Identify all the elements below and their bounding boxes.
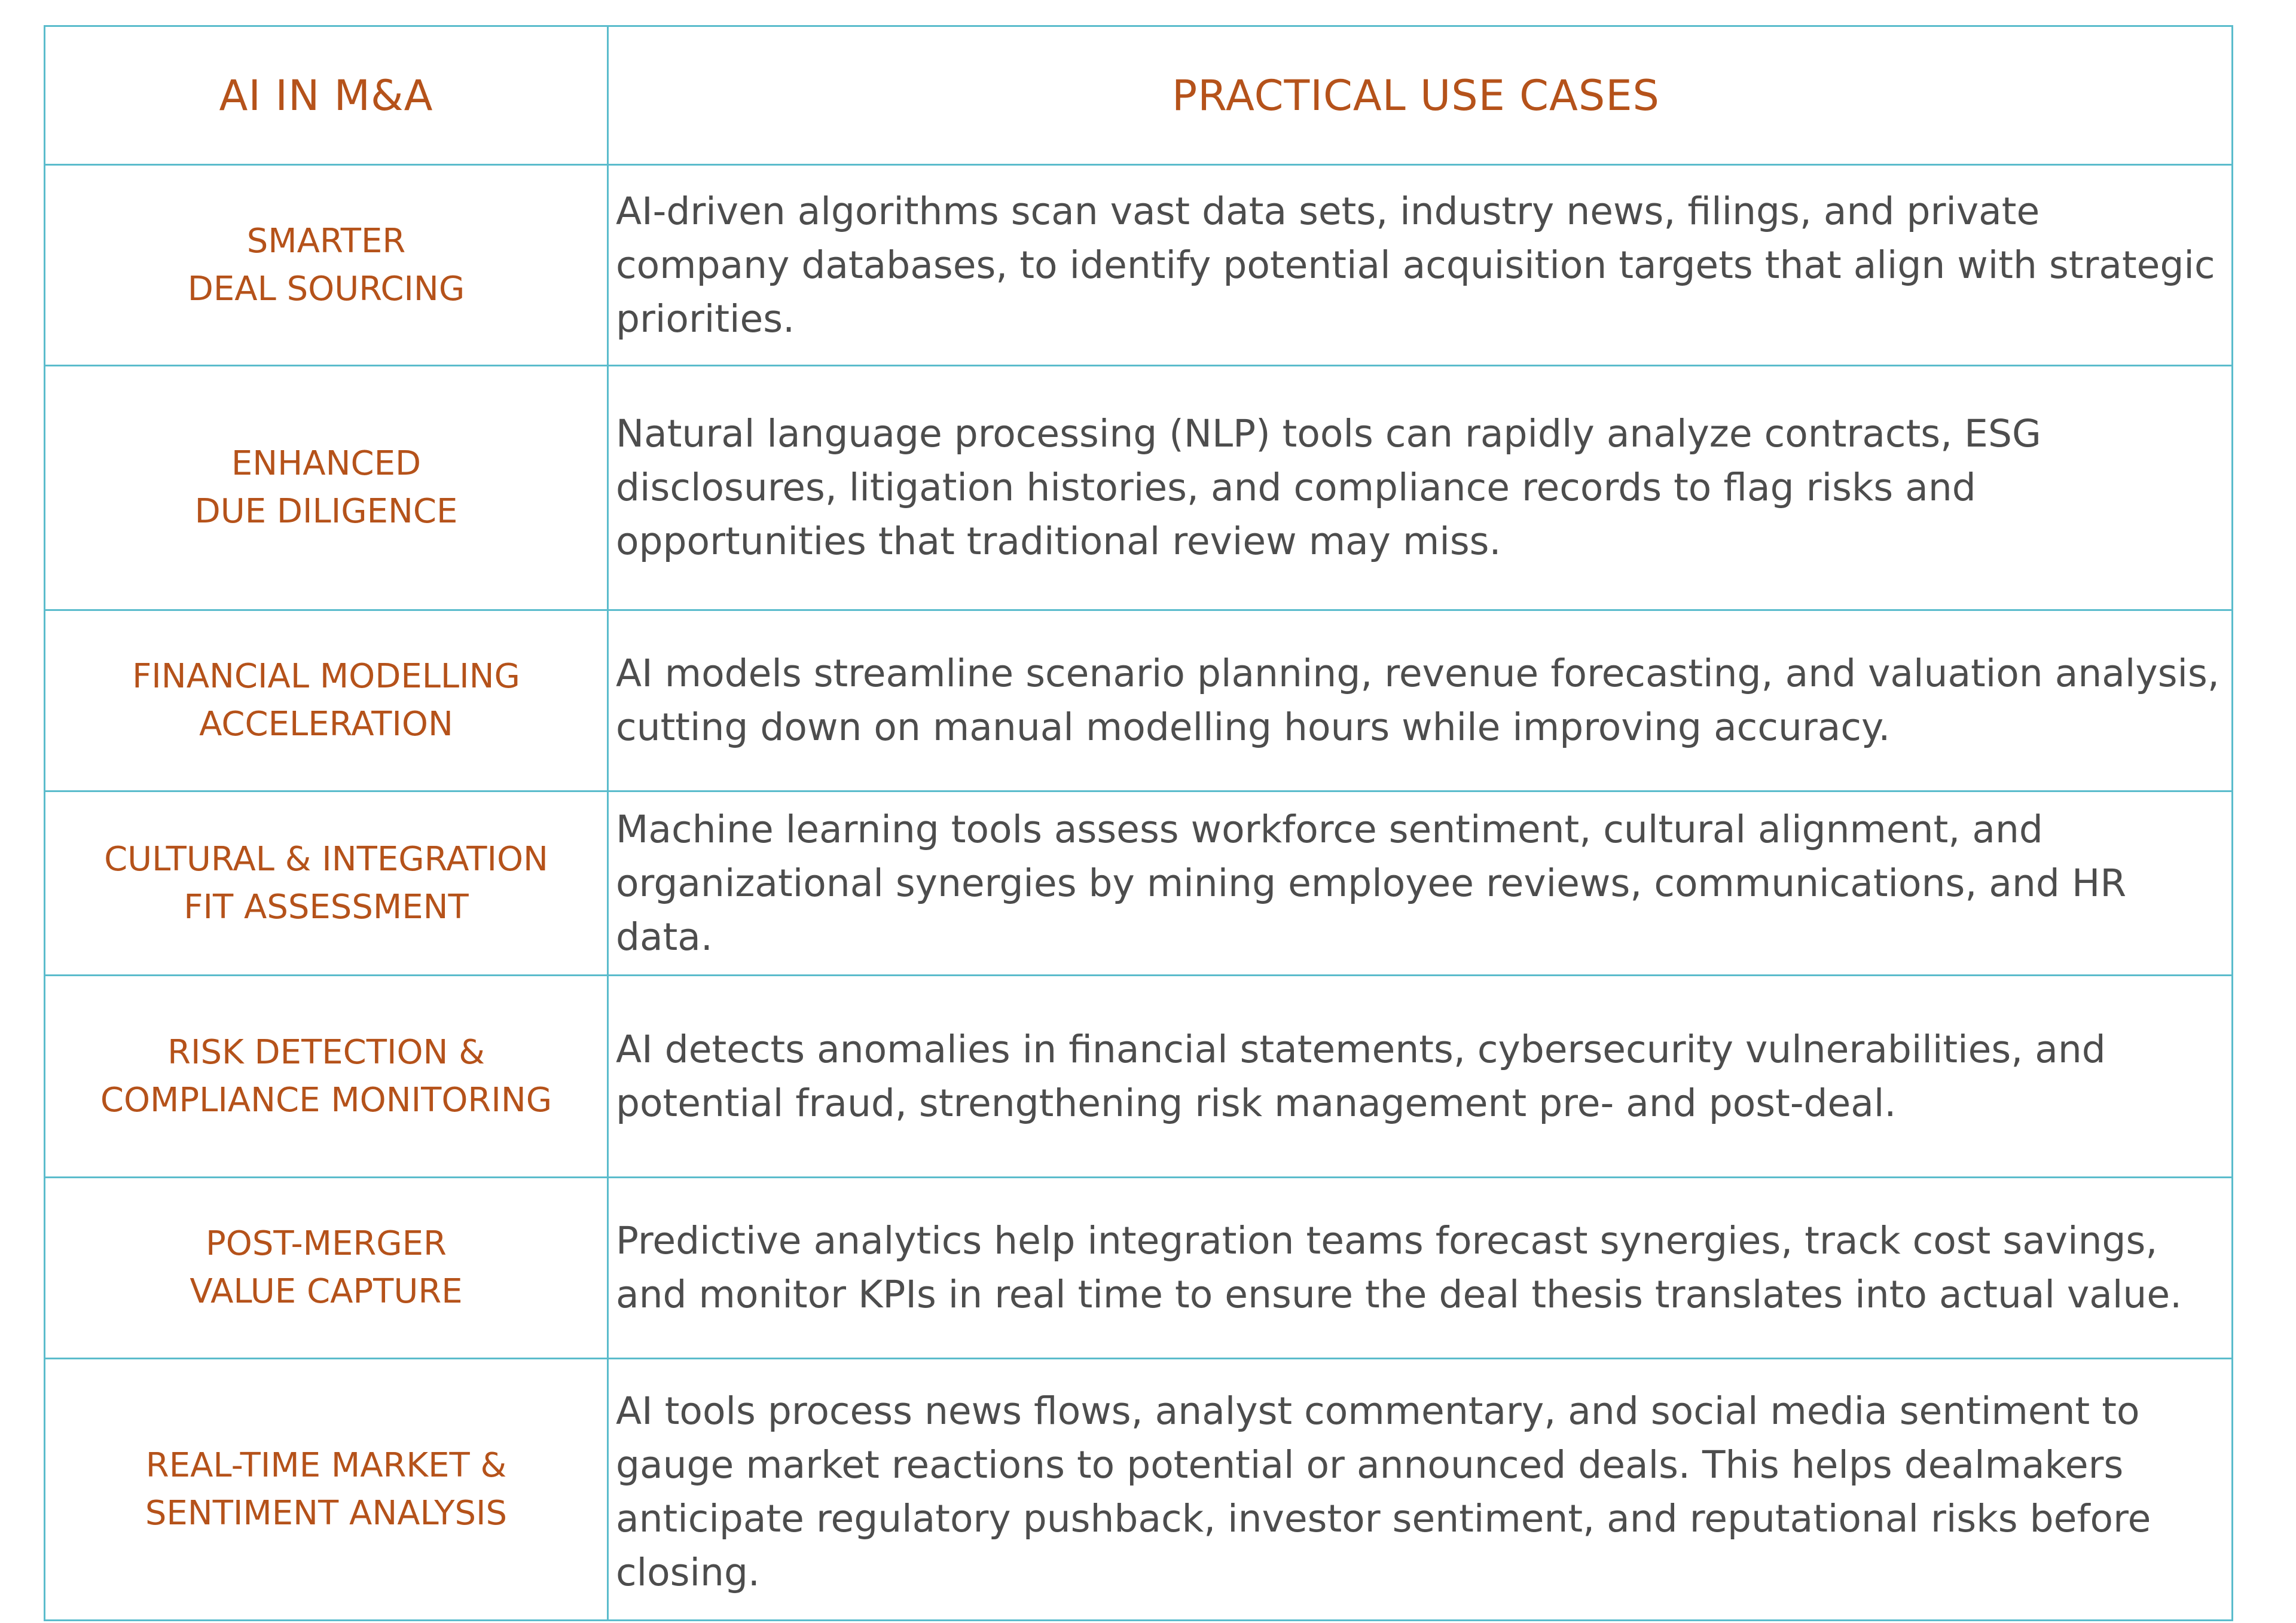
- table-row: [45, 790, 2231, 974]
- row-label: ENHANCED DUE DILIGENCE: [194, 444, 458, 531]
- row-label: POST-MERGER VALUE CAPTURE: [190, 1224, 463, 1311]
- row-description: Natural language processing (NLP) tools can rapidly analyze contracts, ESG disclosures, litigation histories, and compliance records to flag risks and opportunities that traditional review may miss.: [616, 412, 2041, 563]
- header-cell-right: [609, 27, 2231, 164]
- row-description-cell: [609, 792, 2231, 974]
- row-label: FINANCIAL MODELLING ACCELERATION: [132, 657, 520, 744]
- header-row: [45, 27, 2231, 164]
- row-label-cell: [45, 366, 609, 609]
- table-row: [45, 609, 2231, 790]
- use-cases-table: [44, 25, 2233, 1621]
- table-row: [45, 1358, 2231, 1619]
- table-row: [45, 365, 2231, 609]
- row-label-cell: [45, 1178, 609, 1358]
- table-row: [45, 974, 2231, 1176]
- row-label-cell: [45, 1359, 609, 1619]
- row-label: CULTURAL & INTEGRATION FIT ASSESSMENT: [104, 839, 548, 927]
- table-row: [45, 164, 2231, 365]
- row-description: Predictive analytics help integration teams forecast synergies, track cost savings, and monitor KPIs in real time to ensure the deal thesis translates into actual value.: [616, 1219, 2182, 1316]
- row-description-cell: [609, 611, 2231, 790]
- row-description: AI models streamline scenario planning, revenue forecasting, and valuation analysis, cutting down on manual modelling hours while improving accuracy.: [616, 652, 2219, 749]
- header-cell-left: [45, 27, 609, 164]
- row-label: REAL-TIME MARKET & SENTIMENT ANALYSIS: [145, 1445, 508, 1533]
- row-description-cell: [609, 1359, 2231, 1619]
- table-row: [45, 1176, 2231, 1358]
- row-description-cell: [609, 366, 2231, 609]
- row-label-cell: [45, 166, 609, 365]
- row-label-cell: [45, 792, 609, 974]
- row-label: RISK DETECTION & COMPLIANCE MONITORING: [100, 1032, 552, 1120]
- row-description: Machine learning tools assess workforce sentiment, cultural alignment, and organizational synergies by mining employee reviews, communications, and HR data.: [616, 807, 2127, 959]
- row-description: AI tools process news flows, analyst commentary, and social media sentiment to gauge market reactions to potential or announced deals. This helps dealmakers anticipate regulatory pushback, investor sentiment, and reputational risks before closing.: [616, 1389, 2151, 1594]
- row-label: SMARTER DEAL SOURCING: [187, 221, 465, 308]
- row-label-cell: [45, 976, 609, 1176]
- row-description: AI detects anomalies in financial statements, cybersecurity vulnerabilities, and potential fraud, strengthening risk management pre- and post-deal.: [616, 1027, 2106, 1125]
- row-label-cell: [45, 611, 609, 790]
- row-description: AI-driven algorithms scan vast data sets, industry news, filings, and private company databases, to identify potential acquisition targets that align with strategic priorities.: [616, 189, 2215, 341]
- header-ai-in-ma: AI IN M&A: [219, 71, 433, 120]
- row-description-cell: [609, 1178, 2231, 1358]
- header-practical-use-cases: PRACTICAL USE CASES: [1172, 71, 1660, 120]
- row-description-cell: [609, 976, 2231, 1176]
- row-description-cell: [609, 166, 2231, 365]
